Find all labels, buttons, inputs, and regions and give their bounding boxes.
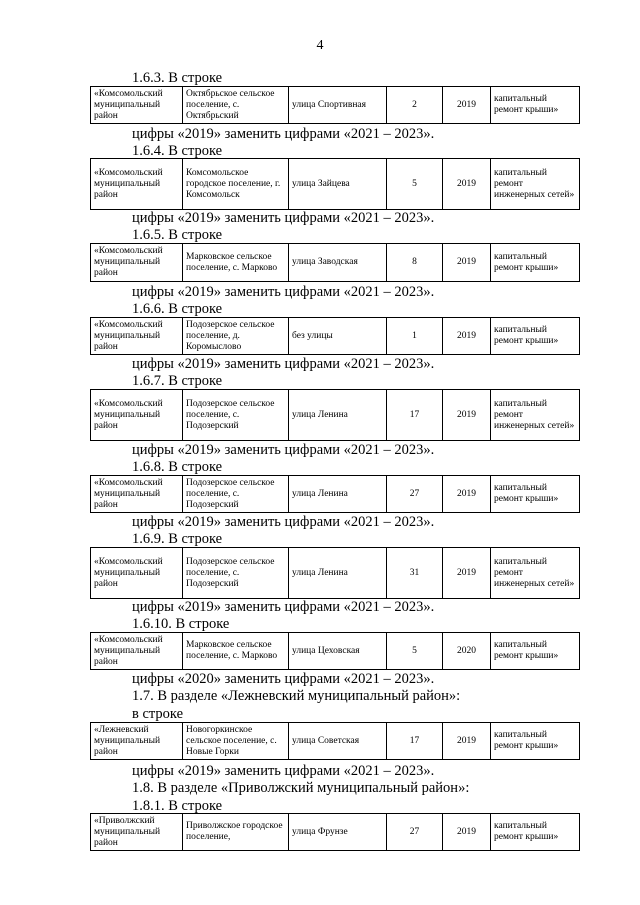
street-cell: улица Спортивная — [289, 87, 387, 124]
section-heading: 1.6.9. В строке — [132, 531, 223, 547]
replacement-text: цифры «2019» заменить цифрами «2021 – 2023». — [132, 284, 435, 300]
work-type-cell: капитальный ремонт крыши» — [491, 244, 580, 282]
replacement-text: цифры «2019» заменить цифрами «2021 – 2023». — [132, 763, 435, 779]
section-heading: 1.6.6. В строке — [132, 301, 223, 317]
house-cell: 17 — [387, 390, 443, 441]
work-type-cell: капитальный ремонт крыши» — [491, 814, 580, 851]
work-type-cell: капитальный ремонт инженерных сетей» — [491, 548, 580, 599]
data-table — [90, 86, 580, 124]
settlement-cell: Марковское сельское поселение, с. Марково — [183, 633, 289, 670]
settlement-cell: Октябрьское сельское поселение, с. Октябрьский — [183, 87, 289, 124]
section-heading: 1.6.3. В строке — [132, 70, 223, 86]
settlement-cell: Подозерское сельское поселение, д. Коромыслово — [183, 318, 289, 355]
data-table — [90, 317, 580, 355]
settlement-cell: Марковское сельское поселение, с. Марково — [183, 244, 289, 282]
data-table — [90, 722, 580, 760]
section-heading: 1.6.4. В строке — [132, 143, 223, 159]
data-table — [90, 243, 580, 282]
table-row — [91, 390, 580, 441]
settlement-cell: Подозерское сельское поселение, с. Подозерский — [183, 548, 289, 599]
work-type-cell: капитальный ремонт крыши» — [491, 633, 580, 670]
work-type-cell: капитальный ремонт крыши» — [491, 318, 580, 355]
table-row — [91, 244, 580, 282]
work-type-cell: капитальный ремонт крыши» — [491, 87, 580, 124]
house-cell: 1 — [387, 318, 443, 355]
settlement-cell: Подозерское сельское поселение, с. Подозерский — [183, 476, 289, 513]
district-cell: «Приволжский муниципальный район — [91, 814, 183, 851]
street-cell: улица Цеховская — [289, 633, 387, 670]
house-cell: 5 — [387, 633, 443, 670]
replacement-text: цифры «2019» заменить цифрами «2021 – 2023». — [132, 126, 435, 142]
table-row — [91, 159, 580, 210]
settlement-cell: Приволжское городское поселение, — [183, 814, 289, 851]
section-heading: 1.6.7. В строке — [132, 373, 223, 389]
year-cell: 2019 — [443, 548, 491, 599]
year-cell: 2019 — [443, 814, 491, 851]
table-row — [91, 318, 580, 355]
house-cell: 31 — [387, 548, 443, 599]
district-cell: «Лежневский муниципальный район — [91, 723, 183, 760]
section-heading: 1.8. В разделе «Приволжский муниципальный район»: — [132, 780, 470, 796]
table-row — [91, 633, 580, 670]
work-type-cell: капитальный ремонт инженерных сетей» — [491, 159, 580, 210]
year-cell: 2019 — [443, 318, 491, 355]
work-type-cell: капитальный ремонт крыши» — [491, 723, 580, 760]
table-row — [91, 723, 580, 760]
street-cell: улица Советская — [289, 723, 387, 760]
house-cell: 27 — [387, 814, 443, 851]
settlement-cell: Комсомольское городское поселение, г. Комсомольск — [183, 159, 289, 210]
house-cell: 27 — [387, 476, 443, 513]
street-cell: улица Заводская — [289, 244, 387, 282]
street-cell: улица Ленина — [289, 476, 387, 513]
replacement-text: цифры «2019» заменить цифрами «2021 – 2023». — [132, 514, 435, 530]
data-table — [90, 389, 580, 441]
year-cell: 2019 — [443, 159, 491, 210]
data-table — [90, 547, 580, 599]
section-subheading: 1.8.1. В строке — [132, 798, 223, 814]
year-cell: 2020 — [443, 633, 491, 670]
work-type-cell: капитальный ремонт инженерных сетей» — [491, 390, 580, 441]
data-table — [90, 632, 580, 670]
replacement-text: цифры «2020» заменить цифрами «2021 – 2023». — [132, 671, 435, 687]
section-heading: 1.6.8. В строке — [132, 459, 223, 475]
district-cell: «Комсомольский муниципальный район — [91, 244, 183, 282]
house-cell: 8 — [387, 244, 443, 282]
replacement-text: цифры «2019» заменить цифрами «2021 – 2023». — [132, 210, 435, 226]
house-cell: 5 — [387, 159, 443, 210]
table-row — [91, 548, 580, 599]
section-heading: 1.6.10. В строке — [132, 616, 230, 632]
data-table — [90, 813, 580, 851]
house-cell: 2 — [387, 87, 443, 124]
work-type-cell: капитальный ремонт крыши» — [491, 476, 580, 513]
page-number: 4 — [316, 38, 324, 53]
settlement-cell: Подозерское сельское поселение, с. Подозерский — [183, 390, 289, 441]
year-cell: 2019 — [443, 476, 491, 513]
year-cell: 2019 — [443, 723, 491, 760]
settlement-cell: Новогоркинское сельское поселение, с. Новые Горки — [183, 723, 289, 760]
street-cell: улица Ленина — [289, 390, 387, 441]
street-cell: без улицы — [289, 318, 387, 355]
district-cell: «Комсомольский муниципальный район — [91, 476, 183, 513]
table-row — [91, 476, 580, 513]
data-table — [90, 158, 580, 210]
district-cell: «Комсомольский муниципальный район — [91, 159, 183, 210]
section-subheading: в строке — [132, 706, 184, 722]
house-cell: 17 — [387, 723, 443, 760]
section-heading: 1.7. В разделе «Лежневский муниципальный район»: — [132, 688, 461, 704]
district-cell: «Комсомольский муниципальный район — [91, 633, 183, 670]
year-cell: 2019 — [443, 390, 491, 441]
replacement-text: цифры «2019» заменить цифрами «2021 – 2023». — [132, 356, 435, 372]
replacement-text: цифры «2019» заменить цифрами «2021 – 2023». — [132, 599, 435, 615]
district-cell: «Комсомольский муниципальный район — [91, 548, 183, 599]
section-heading: 1.6.5. В строке — [132, 227, 223, 243]
year-cell: 2019 — [443, 87, 491, 124]
street-cell: улица Ленина — [289, 548, 387, 599]
data-table — [90, 475, 580, 513]
district-cell: «Комсомольский муниципальный район — [91, 318, 183, 355]
street-cell: улица Фрунзе — [289, 814, 387, 851]
street-cell: улица Зайцева — [289, 159, 387, 210]
replacement-text: цифры «2019» заменить цифрами «2021 – 2023». — [132, 442, 435, 458]
table-row — [91, 814, 580, 851]
district-cell: «Комсомольский муниципальный район — [91, 87, 183, 124]
district-cell: «Комсомольский муниципальный район — [91, 390, 183, 441]
table-row — [91, 87, 580, 124]
year-cell: 2019 — [443, 244, 491, 282]
